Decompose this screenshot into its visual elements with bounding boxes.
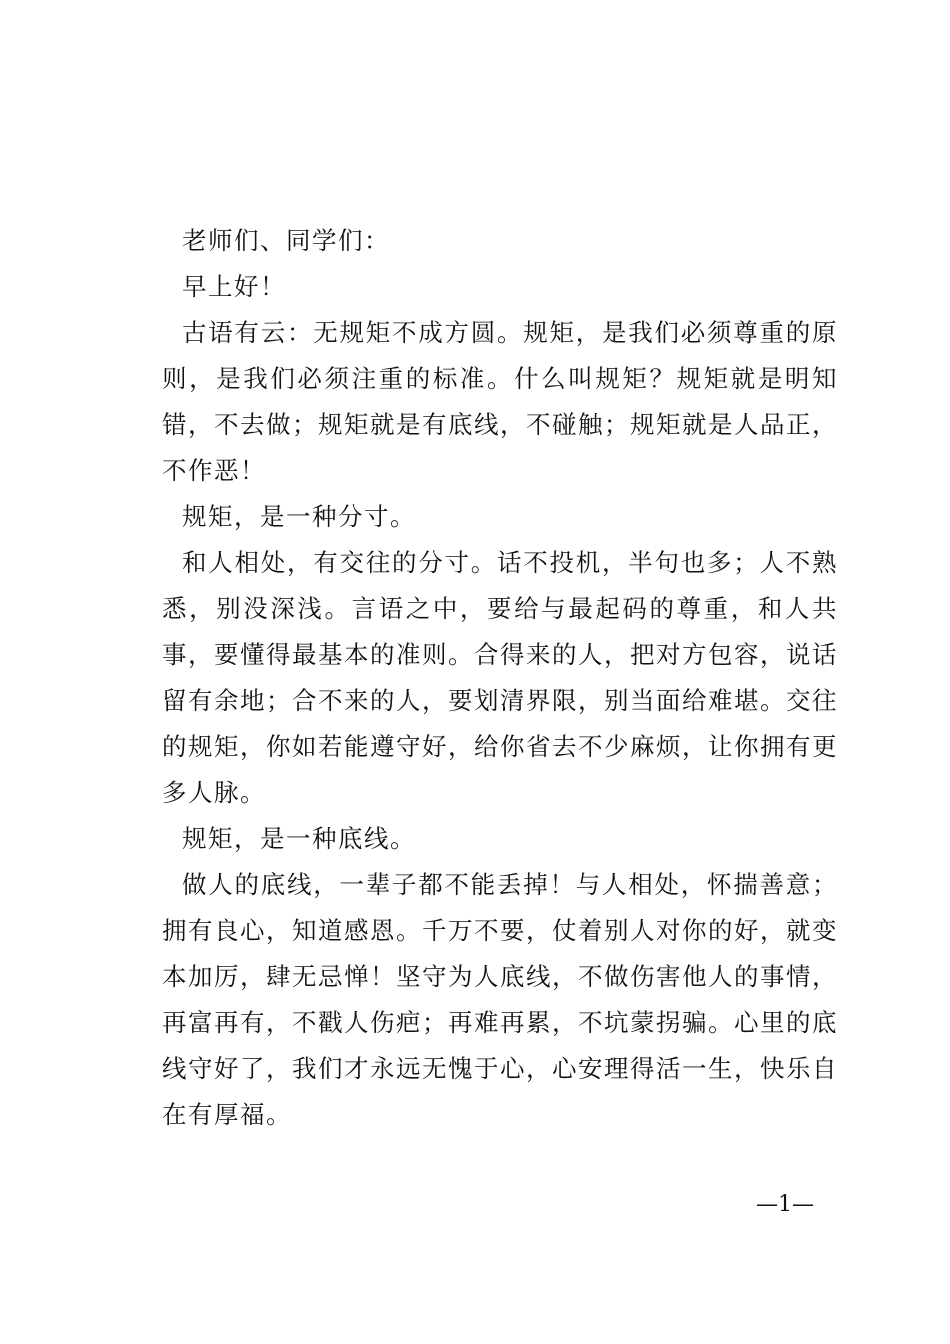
salutation: 老师们、同学们： (182, 226, 390, 255)
page-number: —1— (756, 1192, 814, 1217)
heading-proportion: 规矩，是一种分寸。 (182, 502, 416, 531)
heading-bottom-line: 规矩，是一种底线。 (182, 824, 416, 853)
paragraph-intro: 古语有云：无规矩不成方圆。规矩，是我们必须尊重的原则，是我们必须注重的标准。什么叫规矩？规矩就是明知错，不去做；规矩就是有底线，不碰触；规矩就是人品正，不作恶！ (162, 318, 838, 485)
paragraph-bottom-line: 做人的底线，一辈子都不能丢掉！与人相处，怀揣善意；拥有良心，知道感恩。千万不要，仗着别人对你的好，就变本加厉，肆无忌惮！坚守为人底线，不做伤害他人的事情，再富再有，不戳人伤疤；再难再累，不坑蒙拐骗。心里的底线守好了，我们才永远无愧于心，心安理得活一生，快乐自在有厚福。 (162, 870, 838, 1129)
paragraph-proportion: 和人相处，有交往的分寸。话不投机，半句也多；人不熟悉，别没深浅。言语之中，要给与最起码的尊重，和人共事，要懂得最基本的准则。合得来的人，把对方包容，说话留有余地；合不来的人，要划清界限，别当面给难堪。交往的规矩，你如若能遵守好，给你省去不少麻烦，让你拥有更多人脉。 (162, 548, 838, 807)
document-body (162, 218, 838, 1138)
greeting: 早上好！ (182, 272, 286, 301)
